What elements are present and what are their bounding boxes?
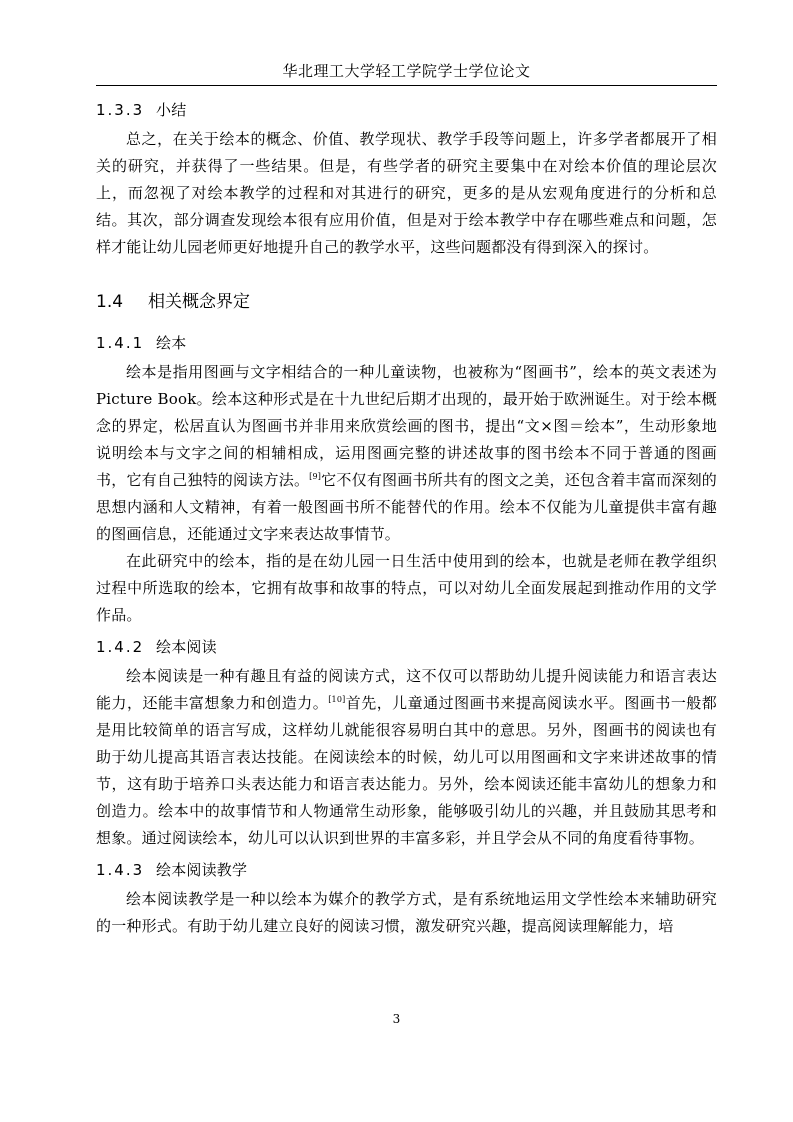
paragraph-picturebook-scope: 在此研究中的绘本，指的是在幼儿园一日生活中使用到的绘本，也就是老师在教学组织过程中所选取的绘本，它拥有故事和故事的特点，可以对幼儿全面发展起到推动作用的文学作品。 (96, 552, 717, 624)
citation-marker: [10] (328, 695, 346, 704)
section-number: 1.4 (96, 292, 124, 312)
section-title: 相关概念界定 (148, 292, 250, 312)
section-number: 1.4.1 (96, 334, 145, 352)
paragraph-picturebook-definition (96, 359, 717, 548)
paragraph-text: 它不仅有图画书所共有的图文之美，还包含着丰富而深刻的思想内涵和人文精神，有着一般图画书所不能替代的作用。绘本不仅能为儿童提供丰富有趣的图画信息，还能通过文字来表达故事情节。 (96, 471, 717, 543)
section-heading-1-4-3 (96, 860, 717, 880)
section-number: 1.4.3 (96, 861, 145, 879)
section-title: 小结 (156, 101, 187, 119)
section-heading-1-4-2 (96, 637, 717, 657)
citation-marker: [9] (309, 472, 322, 481)
section-number: 1.4.2 (96, 638, 145, 656)
paragraph-text: 绘本是指用图画与文字相结合的一种儿童读物，也被称为“图画书”，绘本的英文表述为Picture Book。绘本这种形式是在十九世纪后期才出现的，最开始于欧洲诞生。对于绘本概念的界定，松居直认为图画书并非用来欣赏绘画的图书，提出“文×图＝绘本”，生动形象地说明绘本与文字之间的相辅相成，运用图画完整的讲述故事的图书绘本不同于普通的图画书，它有自己独特的阅读方法。 (96, 363, 717, 489)
paragraph-reading-teaching: 绘本阅读教学是一种以绘本为媒介的教学方式，是有系统地运用文学性绘本来辅助研究的一种形式。有助于幼儿建立良好的阅读习惯，激发研究兴趣，提高阅读理解能力，培 (96, 890, 717, 935)
paragraph-text: 首先，儿童通过图画书来提高阅读水平。图画书一般都是用比较简单的语言写成，这样幼儿就能很容易明白其中的意思。另外，图画书的阅读也有助于幼儿提高其语言表达技能。在阅读绘本的时候，幼儿可以用图画和文字来讲述故事的情节，这有助于培养口头表达能力和语言表达能力。另外，绘本阅读还能丰富幼儿的想象力和创造力。绘本中的故事情节和人物通常生动形象，能够吸引幼儿的兴趣，并且鼓励其思考和想象。通过阅读绘本，幼儿可以认识到世界的丰富多彩，并且学会从不同的角度看待事物。 (96, 694, 717, 847)
section-heading-1-4-1 (96, 333, 717, 353)
section-title: 绘本阅读教学 (156, 861, 248, 879)
section-number: 1.3.3 (96, 101, 145, 119)
paragraph-picturebook-reading (96, 663, 717, 852)
paragraph-text: 绘本阅读是一种有趣且有益的阅读方式，这不仅可以帮助幼儿提升阅读能力和语言表达能力，还能丰富想象力和创造力。 (96, 667, 717, 712)
page-body (96, 100, 717, 940)
section-heading-1-3-3 (96, 100, 717, 120)
section-heading-1-4 (96, 291, 717, 313)
running-header: 华北理工大学轻工学院学士学位论文 (96, 60, 717, 86)
section-title: 绘本 (156, 334, 187, 352)
page-number: 3 (392, 1012, 401, 1026)
paragraph-summary: 总之，在关于绘本的概念、价值、教学现状、教学手段等问题上，许多学者都展开了相关的研究，并获得了一些结果。但是，有些学者的研究主要集中在对绘本价值的理论层次上，而忽视了对绘本教学的过程和对其进行的研究，更多的是从宏观角度进行的分析和总结。其次，部分调查发现绘本很有应用价值，但是对于绘本教学中存在哪些难点和问题，怎样才能让幼儿园老师更好地提升自己的教学水平，这些问题都没有得到深入的探讨。 (96, 130, 717, 256)
section-title: 绘本阅读 (156, 638, 217, 656)
